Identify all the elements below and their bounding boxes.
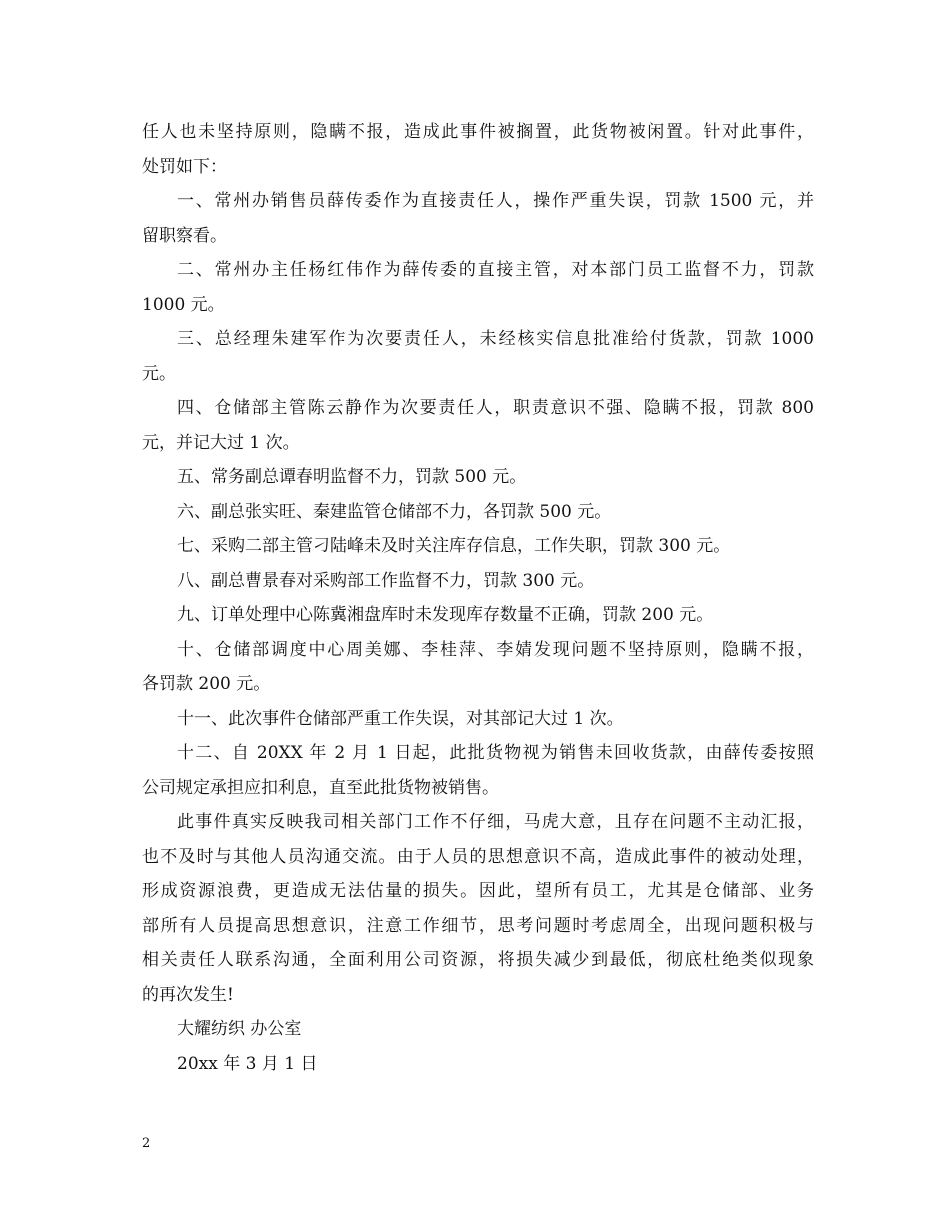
signature-date: 20xx 年 3 月 1 日: [177, 1053, 318, 1074]
text-line: 一、常州办销售员薛传委作为直接责任人，操作严重失误，罚款 1500 元，并: [177, 191, 814, 211]
text-line: 四、仓储部主管陈云静作为次要责任人，职责意识不强、隐瞒不报，罚款 800: [177, 398, 814, 418]
text-line: 此事件真实反映我司相关部门工作不仔细，马虎大意，且存在问题不主动汇报，: [177, 812, 814, 832]
text-line: 处罚如下：: [142, 156, 227, 177]
text-line: 元。: [142, 363, 176, 384]
text-line: 八、副总曹景春对采购部工作监督不力，罚款 300 元。: [177, 570, 595, 591]
text-line: 十二、自 20XX 年 2 月 1 日起，此批货物视为销售未回收货款，由薛传委按照: [177, 743, 814, 763]
text-line: 公司规定承担应扣利息，直至此批货物被销售。: [142, 777, 499, 798]
text-line: 元，并记大过 1 次。: [142, 432, 300, 453]
text-line: 也不及时与其他人员沟通交流。由于人员的思想意识不高，造成此事件的被动处理，: [142, 846, 814, 867]
text-line: 任人也未坚持原则，隐瞒不报，造成此事件被搁置，此货物被闲置。针对此事件，: [142, 122, 814, 142]
text-line: 二、常州办主任杨红伟作为薛传委的直接主管，对本部门员工监督不力，罚款: [177, 260, 814, 280]
text-line: 的再次发生!: [142, 984, 234, 1005]
text-line: 部所有人员提高思想意识，注意工作细节，思考问题时考虑周全，出现问题积极与: [142, 915, 814, 936]
text-line: 六、副总张实旺、秦建监管仓储部不力，各罚款 500 元。: [177, 501, 612, 522]
text-line: 留职察看。: [142, 225, 227, 246]
text-line: 各罚款 200 元。: [142, 674, 271, 694]
text-line: 五、常务副总谭春明监督不力，罚款 500 元。: [177, 467, 527, 487]
document-body: [142, 115, 814, 1081]
page-number: 2: [142, 1136, 151, 1151]
text-line: 相关责任人联系沟通，全面利用公司资源，将损失减少到最低，彻底杜绝类似现象: [142, 950, 814, 970]
signature-org: 大耀纺织 办公室: [177, 1019, 302, 1039]
text-line: 七、采购二部主管刁陆峰未及时关注库存信息，工作失职，罚款 300 元。: [177, 536, 731, 556]
text-line: 十、仓储部调度中心周美娜、李桂萍、李婧发现问题不坚持原则，隐瞒不报，: [177, 639, 814, 660]
text-line: 1000 元。: [142, 294, 225, 315]
text-line: 三、总经理朱建军作为次要责任人，未经核实信息批准给付货款，罚款 1000: [177, 329, 814, 349]
text-line: 形成资源浪费，更造成无法估量的损失。因此，望所有员工，尤其是仓储部、业务: [142, 881, 814, 901]
text-line: 九、订单处理中心陈冀湘盘库时未发现库存数量不正确，罚款 200 元。: [177, 605, 714, 625]
text-line: 十一、此次事件仓储部严重工作失误，对其部记大过 1 次。: [177, 708, 624, 729]
